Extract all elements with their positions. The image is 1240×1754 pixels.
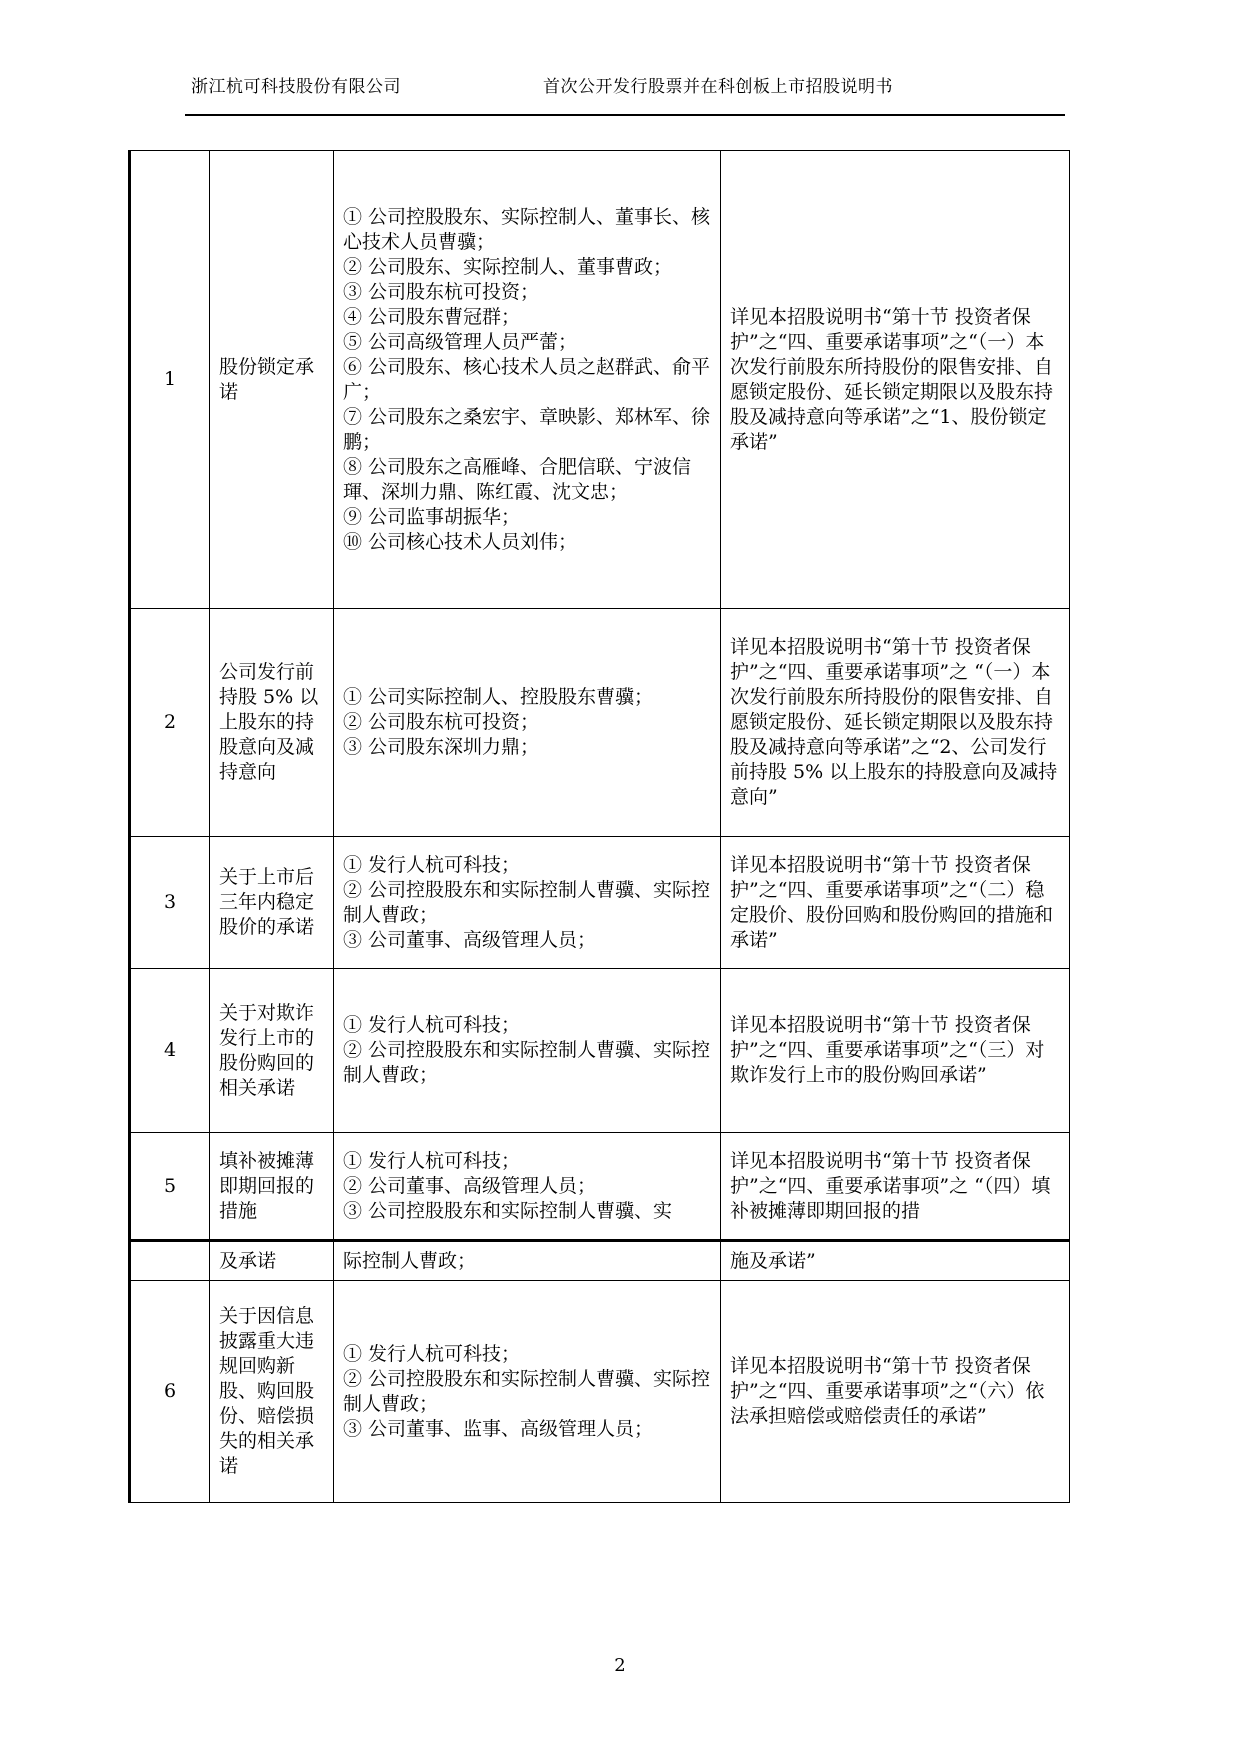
party-item: ① 发行人杭可科技； <box>343 1014 521 1036</box>
commitment-reference: 详见本招股说明书“第十节 投资者保护”之“四、重要承诺事项”之“（二）稳定股价、股份回购和股份购回的措施和承诺” <box>721 837 1070 969</box>
party-item: ① 发行人杭可科技； <box>343 853 521 876</box>
commitment-parties <box>334 969 721 1133</box>
commitment-name: 公司发行前持股 5% 以上股东的持股意向及减持意向 <box>210 609 334 837</box>
row-number: 2 <box>130 609 210 837</box>
party-item: ③ 公司董事、监事、高级管理人员； <box>343 1417 654 1440</box>
party-item: ① 公司实际控制人、控股股东曹骥； <box>343 686 654 708</box>
party-item: ② 公司股东杭可投资； <box>343 711 540 733</box>
party-item: ① 公司控股股东、实际控制人、董事长、核心技术人员曹骥； <box>343 205 711 253</box>
row-number: 4 <box>130 969 210 1133</box>
commitment-name: 关于对欺诈发行上市的股份购回的相关承诺 <box>210 969 334 1133</box>
commitment-reference: 详见本招股说明书“第十节 投资者保护”之“四、重要承诺事项”之“（六）依法承担赔偿或赔偿责任的承诺” <box>721 1281 1070 1503</box>
commitment-reference: 详见本招股说明书“第十节 投资者保护”之“四、重要承诺事项”之“（三）对欺诈发行上市的股份购回承诺” <box>721 969 1070 1133</box>
party-item: ① 发行人杭可科技； <box>343 1149 521 1172</box>
commitment-name: 及承诺 <box>210 1241 334 1281</box>
party-item: ⑦ 公司股东之桑宏宇、章映影、郑林军、徐鹏； <box>343 405 711 453</box>
commitment-parties <box>334 837 721 969</box>
party-item: ③ 公司控股股东和实际控制人曹骥、实 <box>343 1199 673 1222</box>
commitment-parties <box>334 1281 721 1503</box>
commitment-name: 股份锁定承诺 <box>210 151 334 609</box>
commitment-parties <box>334 151 721 609</box>
party-item: ③ 公司董事、高级管理人员； <box>343 928 597 951</box>
party-item: ⑥ 公司股东、核心技术人员之赵群武、俞平广； <box>343 355 711 403</box>
commitment-name: 填补被摊薄即期回报的措施 <box>210 1133 334 1241</box>
party-item: ② 公司控股股东和实际控制人曹骥、实际控制人曹政； <box>343 878 711 926</box>
party-item: ③ 公司股东深圳力鼎； <box>343 736 540 758</box>
header-rule <box>185 114 1065 116</box>
party-item: ② 公司股东、实际控制人、董事曹政； <box>343 255 673 278</box>
commitment-name: 关于因信息披露重大违规回购新股、购回股份、赔偿损失的相关承诺 <box>210 1281 334 1503</box>
table-row <box>130 151 1070 609</box>
party-item: ⑨ 公司监事胡振华； <box>343 505 521 528</box>
commitment-reference: 详见本招股说明书“第十节 投资者保护”之“四、重要承诺事项”之 “（一）本次发行前股东所持股份的限售安排、自愿锁定股份、延长锁定期限以及股东持股及减持意向等承诺”之“2、公司发行前持股 5% 以上股东的持股意向及减持意向” <box>721 609 1070 837</box>
commitment-reference: 详见本招股说明书“第十节 投资者保护”之“四、重要承诺事项”之“（一）本次发行前股东所持股份的限售安排、自愿锁定股份、延长锁定期限以及股东持股及减持意向等承诺”之“1、股份锁定承诺” <box>721 151 1070 609</box>
row-number: 3 <box>130 837 210 969</box>
party-item: ② 公司董事、高级管理人员； <box>343 1174 597 1197</box>
party-item: ⑧ 公司股东之高雁峰、合肥信联、宁波信琿、深圳力鼎、陈红霞、沈文忠； <box>343 455 692 503</box>
table-row <box>130 837 1070 969</box>
party-item: ② 公司控股股东和实际控制人曹骥、实际控制人曹政； <box>343 1039 711 1086</box>
commitment-parties <box>334 1241 721 1281</box>
commitment-reference: 详见本招股说明书“第十节 投资者保护”之“四、重要承诺事项”之 “（四）填补被摊薄即期回报的措 <box>721 1133 1070 1241</box>
commitments-table <box>128 150 1070 1503</box>
header-company-name: 浙江杭可科技股份有限公司 <box>191 77 401 97</box>
page-number: 2 <box>614 1655 626 1676</box>
party-item: ⑤ 公司高级管理人员严蕾； <box>343 330 578 353</box>
table-row <box>130 969 1070 1133</box>
row-number: 6 <box>130 1281 210 1503</box>
commitment-parties <box>334 609 721 837</box>
table-row <box>130 1281 1070 1503</box>
commitment-parties <box>334 1133 721 1241</box>
header-document-title: 首次公开发行股票并在科创板上市招股说明书 <box>543 77 893 97</box>
row-number: 1 <box>130 151 210 609</box>
table-row <box>130 609 1070 837</box>
table-row <box>130 1241 1070 1281</box>
page-header <box>185 72 1065 102</box>
party-item: 际控制人曹政； <box>343 1249 477 1272</box>
commitment-reference: 施及承诺” <box>721 1241 1070 1281</box>
party-item: ② 公司控股股东和实际控制人曹骥、实际控制人曹政； <box>343 1367 711 1415</box>
party-item: ③ 公司股东杭可投资； <box>343 280 540 303</box>
row-number <box>130 1241 210 1281</box>
party-item: ⑩ 公司核心技术人员刘伟； <box>343 530 578 553</box>
table-row <box>130 1133 1070 1241</box>
commitment-name: 关于上市后三年内稳定股价的承诺 <box>210 837 334 969</box>
party-item: ④ 公司股东曹冠群； <box>343 305 521 328</box>
party-item: ① 发行人杭可科技； <box>343 1342 521 1365</box>
row-number: 5 <box>130 1133 210 1241</box>
